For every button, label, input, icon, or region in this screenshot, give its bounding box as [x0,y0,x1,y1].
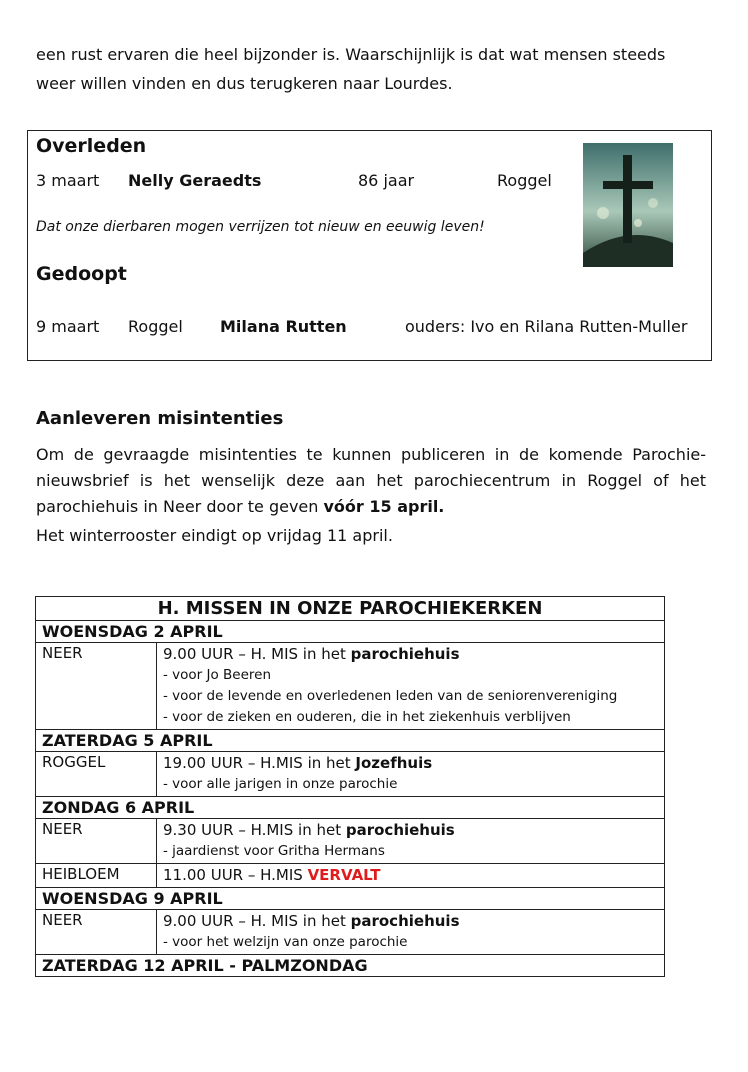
mass-details [157,910,665,955]
day-header: ZONDAG 6 APRIL [36,797,665,819]
mass-time: 9.30 UUR – H.MIS in het [163,821,346,839]
intention: - jaardienst voor Gritha Hermans [163,843,385,859]
table-row [36,910,665,955]
intention: - voor het welzijn van onze parochie [163,934,408,950]
church-location: HEIBLOEM [36,864,157,888]
intention: - voor de levende en overledenen leden van de seniorenvereniging [163,688,618,704]
intro-line-2: weer willen vinden en dus terugkeren naar Lourdes. [36,74,453,93]
day-header: WOENSDAG 2 APRIL [36,621,665,643]
overleden-age: 86 jaar [358,171,415,190]
intro-text [36,40,706,98]
overleden-name: Nelly Geraedts [128,171,262,190]
schedule-title: H. MISSEN IN ONZE PAROCHIEKERKEN [36,597,665,621]
church-location: NEER [36,643,157,730]
mass-details [157,752,665,797]
mass-details [157,819,665,864]
intention: - voor alle jarigen in onze parochie [163,776,398,792]
mass-venue: Jozefhuis [355,754,433,772]
mass-time: 11.00 UUR – H.MIS [163,866,308,884]
intention: - voor Jo Beeren [163,667,272,683]
misintenties-body: Om de gevraagde misintenties te kunnen publiceren in de komende Parochie-nieuwsbrief is het wenselijk deze aan het parochiecentrum in Roggel of het parochiehuis in Neer door te geven [36,445,706,516]
family-notices-box [27,130,712,361]
cross-image [583,143,673,267]
cancelled-label: VERVALT [307,866,381,884]
day-header: ZATERDAG 5 APRIL [36,730,665,752]
church-location: NEER [36,910,157,955]
gedoopt-place: Roggel [128,317,183,336]
intention: - voor de zieken en ouderen, die in het ziekenhuis verblijven [163,709,571,725]
mass-venue: parochiehuis [350,645,460,663]
mass-time: 9.00 UUR – H. MIS in het [163,645,351,663]
intro-line-1: een rust ervaren die heel bijzonder is. Waarschijnlijk is dat wat mensen steeds [36,45,666,64]
mass-time: 19.00 UUR – H.MIS in het [163,754,356,772]
mass-time: 9.00 UUR – H. MIS in het [163,912,351,930]
day-header: WOENSDAG 9 APRIL [36,888,665,910]
mass-venue: parochiehuis [345,821,455,839]
overleden-heading: Overleden [36,135,147,157]
mass-details [157,864,665,888]
gedoopt-parents: ouders: Ivo en Rilana Rutten-Muller [405,317,688,336]
winter-schedule-note: Het winterrooster eindigt op vrijdag 11 april. [36,526,393,545]
misintenties-deadline: vóór 15 april. [323,497,445,516]
mass-details [157,643,665,730]
church-location: NEER [36,819,157,864]
misintenties-heading: Aanleveren misintenties [36,408,284,429]
misintenties-text [36,442,706,520]
gedoopt-name: Milana Rutten [220,317,347,336]
table-row [36,752,665,797]
table-row [36,864,665,888]
gedoopt-date: 9 maart [36,317,100,336]
mass-schedule-table [35,596,665,977]
church-location: ROGGEL [36,752,157,797]
overleden-date: 3 maart [36,171,100,190]
mass-venue: parochiehuis [350,912,460,930]
day-header: ZATERDAG 12 APRIL - PALMZONDAG [36,955,665,977]
memorial-quote: Dat onze dierbaren mogen verrijzen tot nieuw en eeuwig leven! [36,219,485,235]
gedoopt-heading: Gedoopt [36,263,127,285]
table-row [36,643,665,730]
table-row [36,819,665,864]
overleden-place: Roggel [497,171,552,190]
